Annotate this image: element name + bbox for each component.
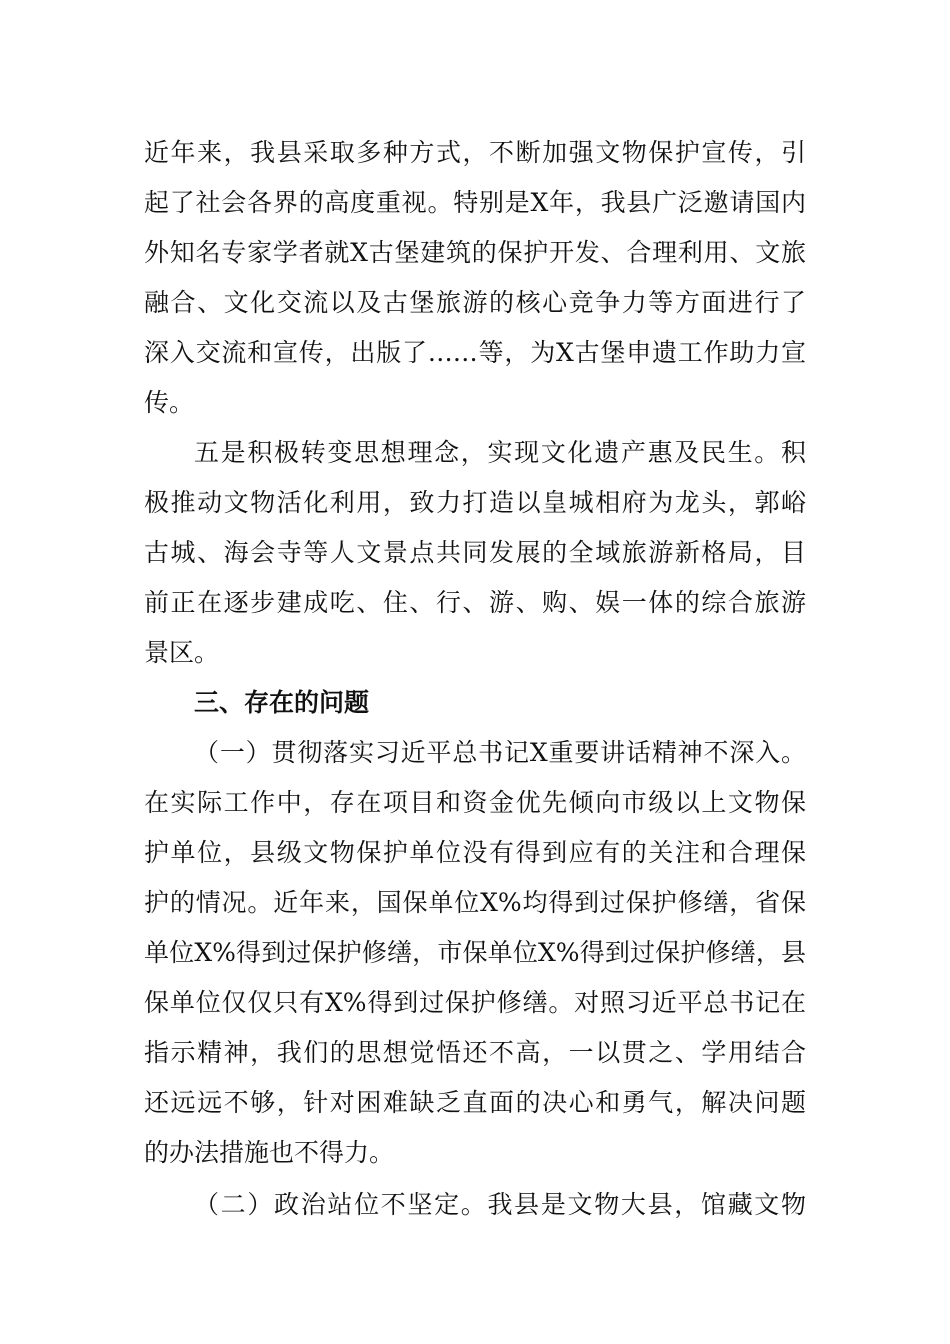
paragraph-1-line-1: 近年来，我县采取多种方式，不断加强文物保护宣传，引 <box>144 138 806 167</box>
paragraph-3-line-6: 保单位仅仅只有X%得到过保护修缮。对照习近平总书记在 <box>144 988 806 1017</box>
paragraph-3-line-1: （一）贯彻落实习近平总书记X重要讲话精神不深入。 <box>194 738 806 767</box>
paragraph-3-line-2: 在实际工作中，存在项目和资金优先倾向市级以上文物保 <box>144 788 806 817</box>
section-heading: 三、存在的问题 <box>194 688 370 717</box>
paragraph-2-line-4: 前正在逐步建成吃、住、行、游、购、娱一体的综合旅游 <box>144 588 806 617</box>
paragraph-2-line-3: 古城、海会寺等人文景点共同发展的全域旅游新格局，目 <box>144 538 806 567</box>
paragraph-3-line-3: 护单位，县级文物保护单位没有得到应有的关注和合理保 <box>144 838 806 867</box>
paragraph-3-line-4: 护的情况。近年来，国保单位X%均得到过保护修缮，省保 <box>144 888 806 917</box>
paragraph-1-line-4: 融合、文化交流以及古堡旅游的核心竞争力等方面进行了 <box>144 288 806 317</box>
paragraph-2-line-5: 景区。 <box>144 638 220 667</box>
paragraph-1-line-6: 传。 <box>144 388 195 417</box>
paragraph-3-line-7: 指示精神，我们的思想觉悟还不高，一以贯之、学用结合 <box>144 1038 806 1067</box>
paragraph-1-line-3: 外知名专家学者就X古堡建筑的保护开发、合理利用、文旅 <box>144 238 806 267</box>
paragraph-3-line-5: 单位X%得到过保护修缮，市保单位X%得到过保护修缮，县 <box>144 938 806 967</box>
paragraph-1-line-2: 起了社会各界的高度重视。特别是X年，我县广泛邀请国内 <box>144 188 806 217</box>
paragraph-3-line-9: 的办法措施也不得力。 <box>144 1138 395 1167</box>
paragraph-3-line-8: 还远远不够，针对困难缺乏直面的决心和勇气，解决问题 <box>144 1088 806 1117</box>
paragraph-2-line-2: 极推动文物活化利用，致力打造以皇城相府为龙头，郭峪 <box>144 488 806 517</box>
paragraph-1-line-5: 深入交流和宣传，出版了……等，为X古堡申遗工作助力宣 <box>144 338 806 367</box>
paragraph-2-line-1: 五是积极转变思想理念，实现文化遗产惠及民生。积 <box>194 438 806 467</box>
paragraph-4-line-1: （二）政治站位不坚定。我县是文物大县，馆藏文物 <box>194 1190 806 1219</box>
